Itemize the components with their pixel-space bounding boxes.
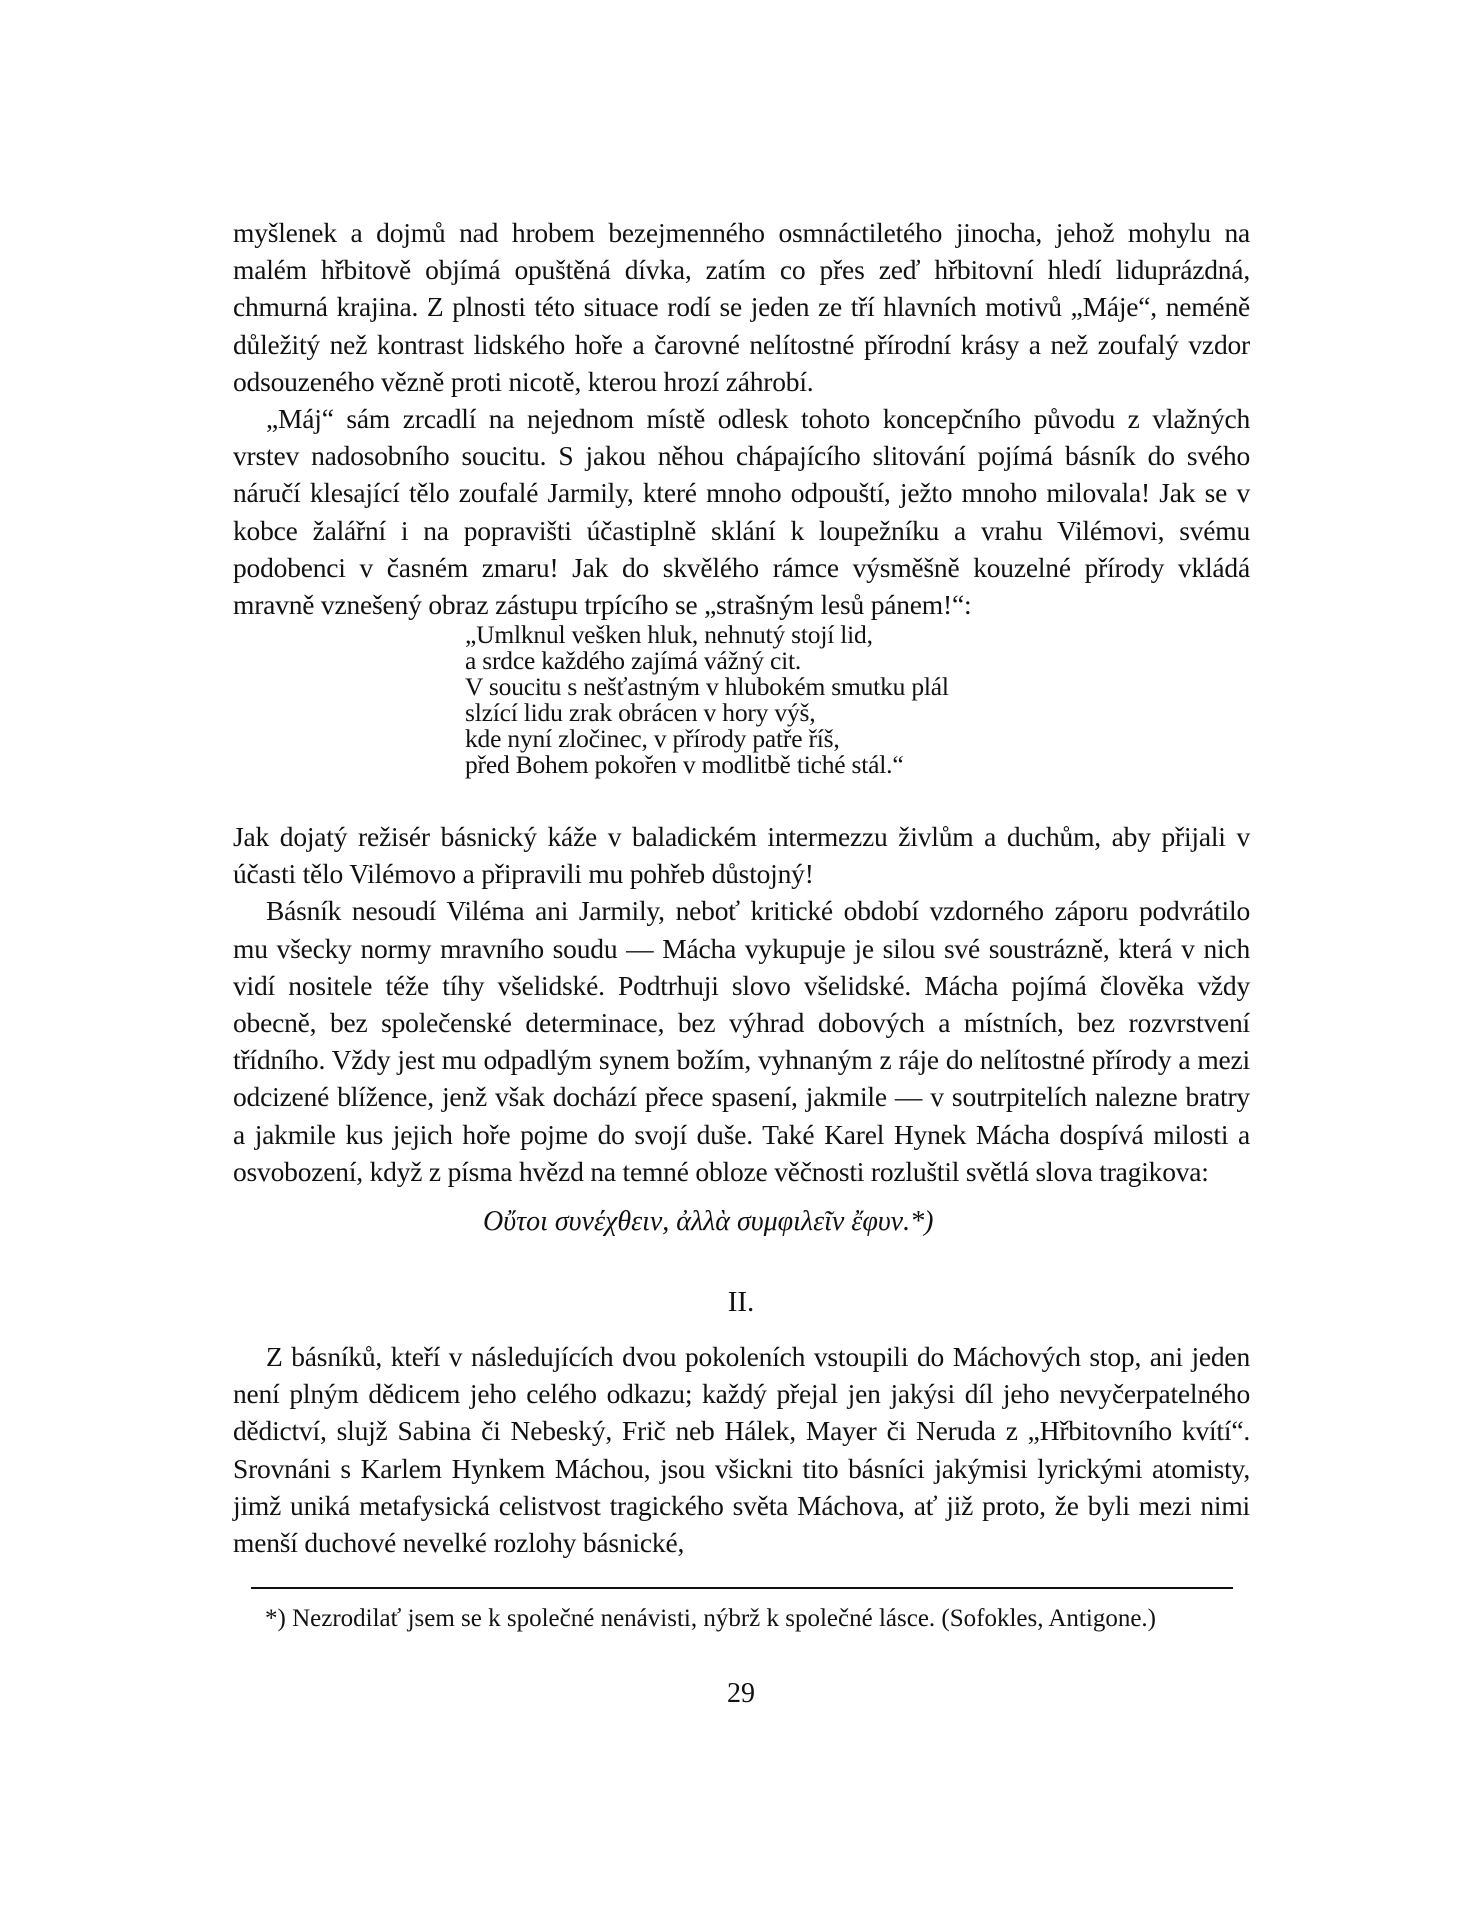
poem-line: a srdce každého zajímá vážný cit. bbox=[465, 646, 802, 675]
page-number: 29 bbox=[727, 1678, 755, 1709]
paragraph: „Máj“ sám zrcadlí na nejednom místě odlesk tohoto koncepčního původu z vlažných vrstev nadosobního soucitu. S jakou něhou chápajícího slitování pojímá básník do svého náručí klesající tělo zoufalé Jarmily, které mnoho odpouští, ježto mnoho milovala! Jak se v kobce žalářní i na popravišti účastiplně sklání k loupežníku a vrahu Vilémovi, svému podobenci v časném zmaru! Jak do skvělého rámce výsměšně kouzelné přírody vkládá mravně vznešený obraz zástupu trpícího se „strašným lesů pánem!“: bbox=[233, 403, 1250, 621]
footnote-divider bbox=[251, 1587, 1233, 1589]
section-heading: II. bbox=[727, 1286, 755, 1318]
text-block-bottom bbox=[233, 1338, 1250, 1561]
paragraph: Z básníků, kteří v následujících dvou pokoleních vstoupili do Máchových stop, ani jeden není plným dědicem jeho celého odkazu; každý přejal jen jakýsi díl jeho nevyčerpatelného dědictví, slujž Sabina či Nebeský, Frič neb Hálek, Mayer či Neruda z „Hřbitovního kvítí“. Srovnáni s Karlem Hynkem Máchou, jsou všickni tito básníci jakýmisi lyrickými atomisty, jimž uniká metafysická celistvost tragického světa Máchova, ať již proto, že byli mezi nimi menší duchové nevelké rozlohy básnické, bbox=[233, 1341, 1250, 1559]
poem-quote bbox=[465, 622, 949, 778]
poem-line: V soucitu s nešťastným v hlubokém smutku plál bbox=[465, 672, 949, 701]
paragraph: myšlenek a dojmů nad hrobem bezejmenného osmnáctiletého jinocha, jehož mohylu na malém hřbitově objímá opuštěná dívka, zatím co přes zeď hřbitovní hledí liduprázdná, chmurná krajina. Z plnosti této situace rodí se jeden ze tří hlavních motivů „Máje“, neméně důležitý než kontrast lidského hoře a čarovné nelítostné přírodní krásy a než zoufalý vzdor odsouzeného vězně proti nicotě, kterou hrozí záhrobí. bbox=[233, 217, 1250, 397]
poem-line: kde nyní zločinec, v přírody patře říš, bbox=[465, 724, 840, 753]
paragraph: Básník nesoudí Viléma ani Jarmily, neboť kritické období vzdorného záporu podvrátilo mu všecky normy mravního soudu — Mácha vykupuje je silou své soustrázně, která v nich vidí nositele téže tíhy všelidské. Podtrhuji slovo všelidské. Mácha pojímá člověka vždy obecně, bez společenské determinace, bez výhrad dobových a místních, bez rozvrstvení třídního. Vždy jest mu odpadlým synem božím, vyhnaným z ráje do nelítostné přírody a mezi odcizené blížence, jenž však dochází přece spasení, jakmile — v soutrpitelích nalezne bratry a jakmile kus jejich hoře pojme do svojí duše. Také Karel Hynek Mácha dospívá milosti a osvobození, když z písma hvězd na temné obloze věčnosti rozluštil světlá slova tragikova: bbox=[233, 895, 1250, 1187]
footnote: *) Nezrodilať jsem se k společné nenávisti, nýbrž k společné lásce. (Sofokles, Antigone.) bbox=[265, 1605, 1156, 1632]
greek-quote: Οὔτοι συνέχθειν, ἀλλὰ συμφιλεῖν ἔφυν.*) bbox=[483, 1206, 934, 1237]
text-block-top bbox=[233, 214, 1250, 623]
paragraph: Jak dojatý režisér básnický káže v baladickém intermezzu živlům a duchům, aby přijali v účasti tělo Vilémovo a připravili mu pohřeb důstojný! bbox=[233, 821, 1250, 890]
poem-line: slzící lidu zrak obrácen v hory výš, bbox=[465, 698, 816, 727]
text-block-middle bbox=[233, 818, 1250, 1190]
poem-line: před Bohem pokořen v modlitbě tiché stál.“ bbox=[465, 750, 904, 779]
poem-line: „Umlknul vešken hluk, nehnutý stojí lid, bbox=[465, 620, 873, 649]
